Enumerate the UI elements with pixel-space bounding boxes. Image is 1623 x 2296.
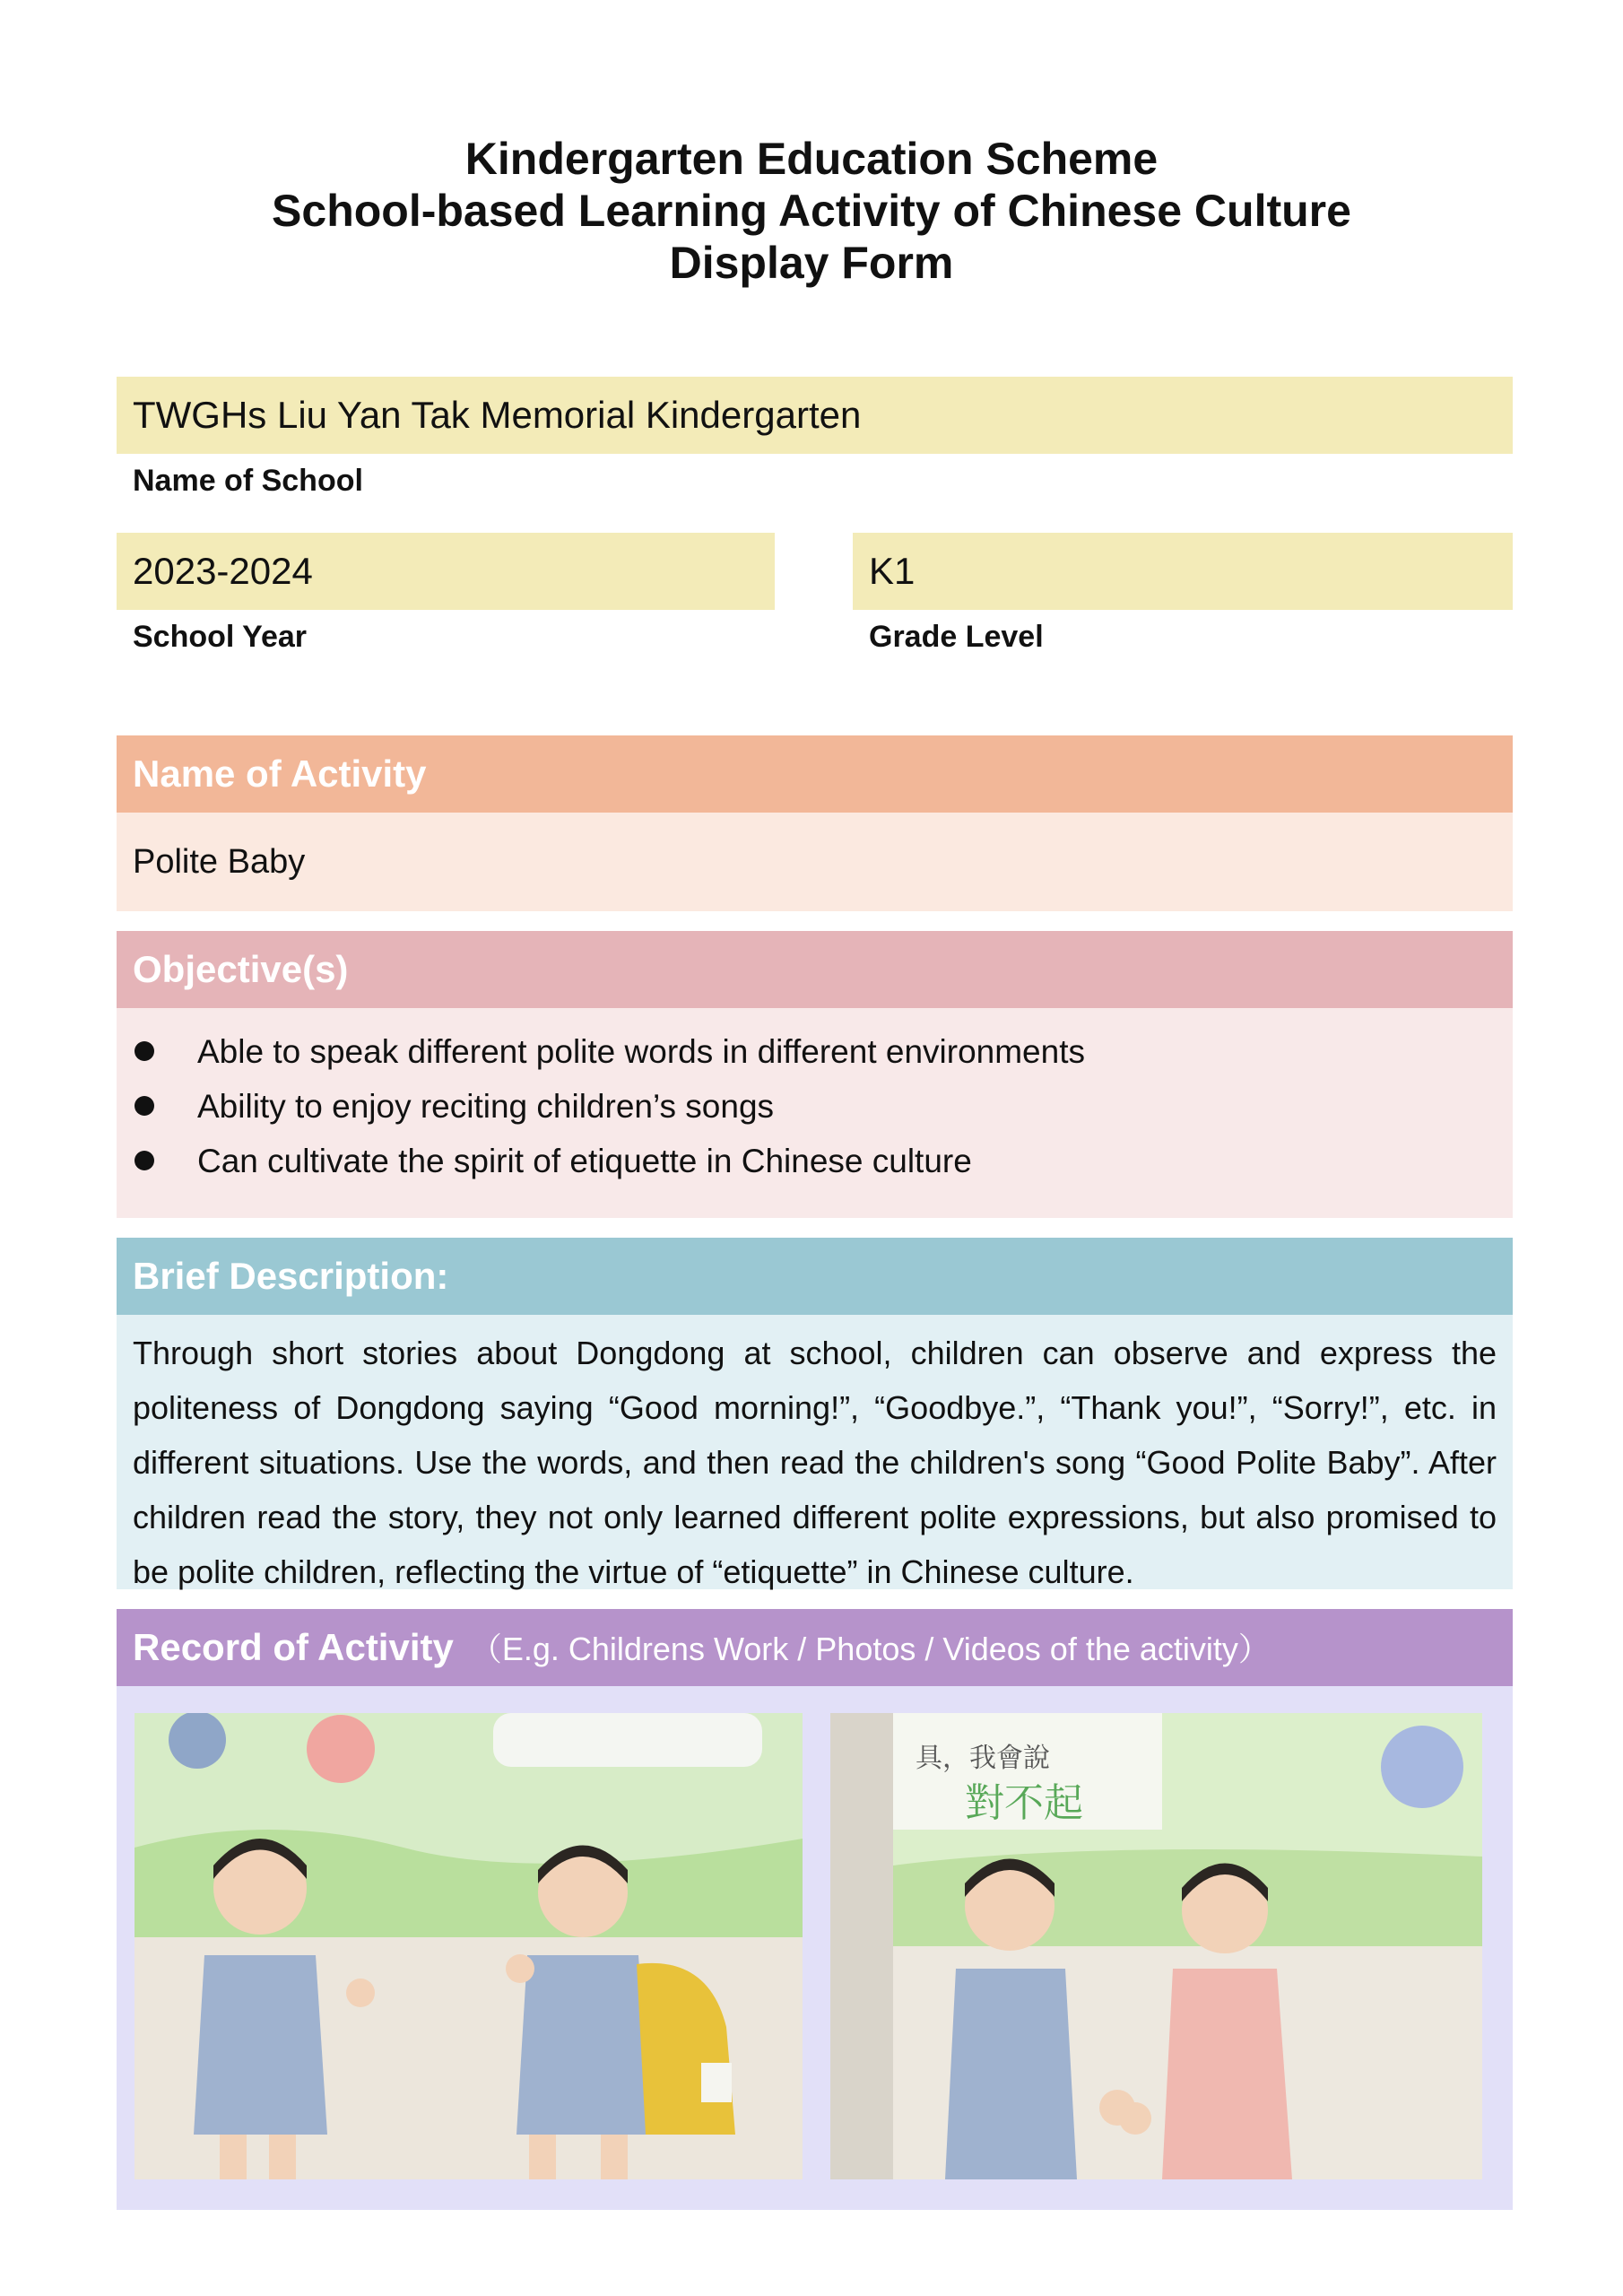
objective-item — [117, 1024, 1513, 1079]
objectives-list — [117, 1024, 1513, 1188]
objective-item — [117, 1079, 1513, 1134]
activity-photo-2 — [830, 1713, 1482, 2179]
objectives-heading: Objective(s) — [117, 931, 1513, 1008]
bullet-dot-icon — [135, 1151, 154, 1170]
school-name-field: TWGHs Liu Yan Tak Memorial Kindergarten — [117, 377, 1513, 454]
title-line-1: Kindergarten Education Scheme — [464, 134, 1159, 184]
objective-text: Ability to enjoy reciting children’s songs — [197, 1088, 775, 1125]
school-year-label: School Year — [133, 620, 308, 654]
school-name-label: Name of School — [133, 464, 363, 498]
description-text: Through short stories about Dongdong at school, children can observe and express the politeness of Dongdong saying “Good morning!”, “Goodbye.”, “Thank you!”, “Sorry!”, etc. in different situations. Use the words, and then read the children's song “Good Polite Baby”. After children read the story, they not only learned different polite expressions, but also promised to be polite children, reflecting the virtue of “etiquette” in Chinese culture. — [117, 1315, 1513, 1589]
objectives-body — [117, 1008, 1513, 1218]
photo-1-illustration — [135, 1713, 803, 2179]
activity-name: Polite Baby — [117, 813, 1513, 911]
screen-caption-line-2: 對不起 — [965, 1780, 1083, 1826]
objective-item — [117, 1134, 1513, 1188]
photo-2-illustration — [830, 1713, 1482, 2179]
bullet-dot-icon — [135, 1041, 154, 1061]
screen-caption-line-1: 具，我會說 — [916, 1743, 1050, 1774]
form-title — [0, 133, 1623, 289]
school-year-field: 2023-2024 — [117, 533, 775, 610]
record-heading-title: Record of Activity — [133, 1626, 454, 1668]
record-heading — [117, 1609, 1513, 1686]
activity-heading: Name of Activity — [117, 735, 1513, 813]
record-heading-subtitle: （E.g. Childrens Work / Photos / Videos of the activity） — [469, 1631, 1271, 1667]
title-line-3: Display Form — [669, 238, 954, 288]
grade-level-field: K1 — [853, 533, 1513, 610]
objective-text: Can cultivate the spirit of etiquette in Chinese culture — [197, 1143, 972, 1179]
grade-level-label: Grade Level — [869, 620, 1044, 654]
title-line-2: School-based Learning Activity of Chinese Culture — [272, 186, 1351, 236]
record-photos — [117, 1686, 1513, 2210]
description-heading: Brief Description: — [117, 1238, 1513, 1315]
activity-photo-1 — [135, 1713, 803, 2179]
objective-text: Able to speak different polite words in different environments — [197, 1033, 1085, 1070]
bullet-dot-icon — [135, 1096, 154, 1116]
